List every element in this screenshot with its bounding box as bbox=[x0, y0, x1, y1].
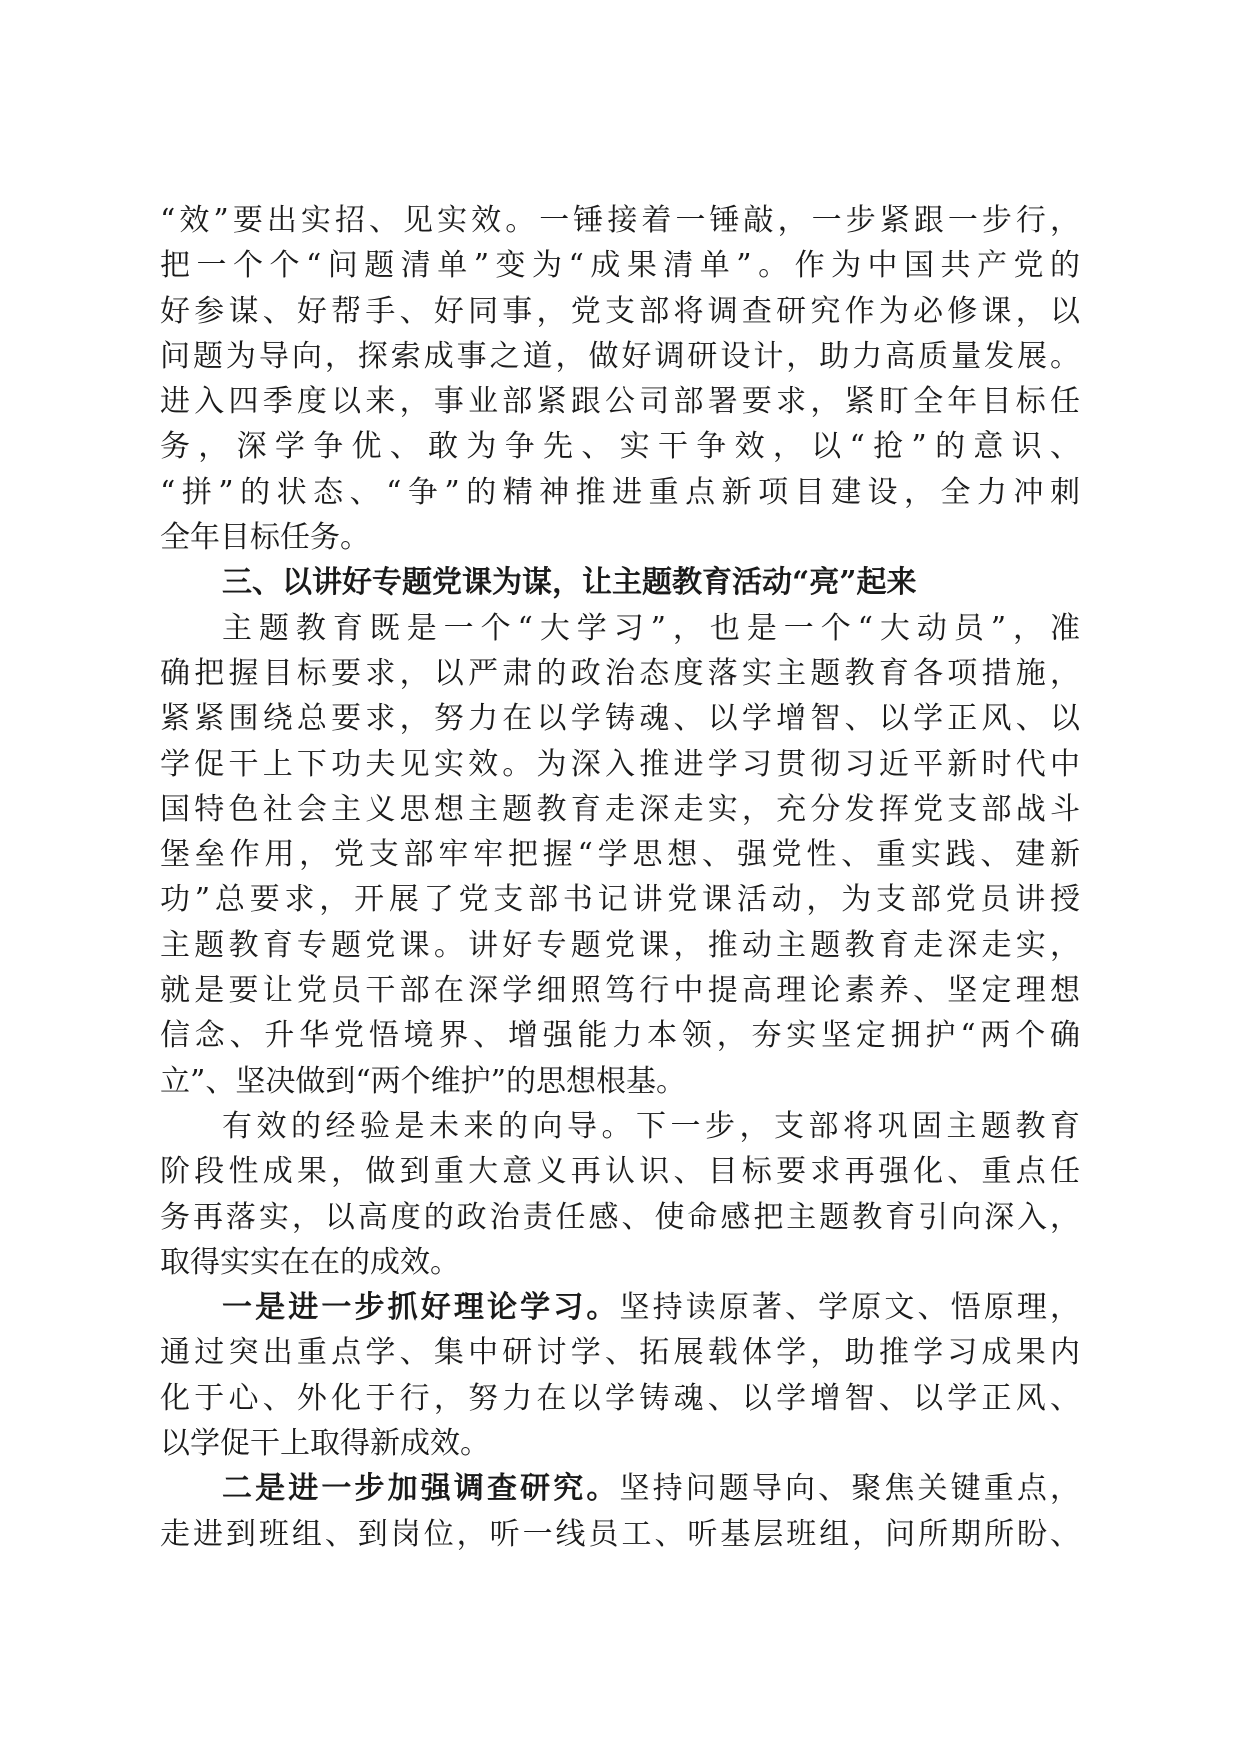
text-line: 功”总要求，开展了党支部书记讲党课活动，为支部党员讲授 bbox=[160, 882, 1080, 918]
document-body bbox=[160, 198, 1080, 1557]
text-line bbox=[160, 1285, 1080, 1330]
text-line: 问题为导向，探索成事之道，做好调研设计，助力高质量发展。 bbox=[160, 338, 1080, 374]
text-line: 紧紧围绕总要求，努力在以学铸魂、以学增智、以学正风、以 bbox=[160, 701, 1080, 737]
text-line: 走进到班组、到岗位，听一线员工、听基层班组，问所期所盼、 bbox=[160, 1516, 1080, 1552]
text-line: 主题教育专题党课。讲好专题党课，推动主题教育走深走实， bbox=[160, 927, 1080, 963]
text-line: 务，深学争优、敢为争先、实干争效，以“抢”的意识、 bbox=[160, 429, 1080, 465]
text-line: 有效的经验是未来的向导。下一步，支部将巩固主题教育 bbox=[222, 1108, 1080, 1144]
text-line: 学促干上下功夫见实效。为深入推进学习贯彻习近平新时代中 bbox=[160, 746, 1080, 782]
text-line: 化于心、外化于行，努力在以学铸魂、以学增智、以学正风、 bbox=[160, 1380, 1080, 1416]
text-line: 把一个个“问题清单”变为“成果清单”。作为中国共产党的 bbox=[160, 248, 1080, 284]
text-line: 堡垒作用，党支部牢牢把握“学思想、强党性、重实践、建新 bbox=[160, 837, 1080, 873]
text-line: 好参谋、好帮手、好同事，党支部将调查研究作为必修课，以 bbox=[160, 293, 1080, 329]
text-line: 信念、升华党悟境界、增强能力本领，夯实坚定拥护“两个确 bbox=[160, 1018, 1080, 1054]
text-line: 立”、坚决做到“两个维护”的思想根基。 bbox=[160, 1063, 687, 1099]
point-one-lead: 一是进一步抓好理论学习。 bbox=[222, 1290, 620, 1326]
text-line: 全年目标任务。 bbox=[160, 520, 370, 556]
point-one-text: 坚持读原著、学原文、悟原理， bbox=[619, 1290, 1081, 1326]
text-line: 务再落实，以高度的政治责任感、使命感把主题教育引向深入， bbox=[160, 1199, 1080, 1235]
text-line: “拼”的状态、“争”的精神推进重点新项目建设，全力冲刺 bbox=[160, 474, 1080, 510]
text-line: 以学促干上取得新成效。 bbox=[160, 1426, 490, 1462]
text-line: 就是要让党员干部在深学细照笃行中提高理论素养、坚定理想 bbox=[160, 973, 1080, 1009]
text-line: 进入四季度以来，事业部紧跟公司部署要求，紧盯全年目标任 bbox=[160, 384, 1080, 420]
point-two-lead: 二是进一步加强调查研究。 bbox=[222, 1471, 620, 1507]
text-line: 主题教育既是一个“大学习”，也是一个“大动员”，准 bbox=[222, 610, 1080, 646]
point-two-text: 坚持问题导向、聚焦关键重点， bbox=[619, 1471, 1081, 1507]
text-line: 通过突出重点学、集中研讨学、拓展载体学，助推学习成果内 bbox=[160, 1335, 1080, 1371]
text-line: 国特色社会主义思想主题教育走深走实，充分发挥党支部战斗 bbox=[160, 791, 1080, 827]
text-line bbox=[160, 1466, 1080, 1511]
text-line: “效”要出实招、见实效。一锤接着一锤敲，一步紧跟一步行， bbox=[160, 203, 1080, 238]
text-line: 取得实实在在的成效。 bbox=[160, 1244, 460, 1280]
text-line: 确把握目标要求，以严肃的政治态度落实主题教育各项措施， bbox=[160, 655, 1080, 691]
section-heading: 三、以讲好专题党课为谋，让主题教育活动“亮”起来 bbox=[222, 565, 917, 601]
text-line: 阶段性成果，做到重大意义再认识、目标要求再强化、重点任 bbox=[160, 1154, 1080, 1190]
